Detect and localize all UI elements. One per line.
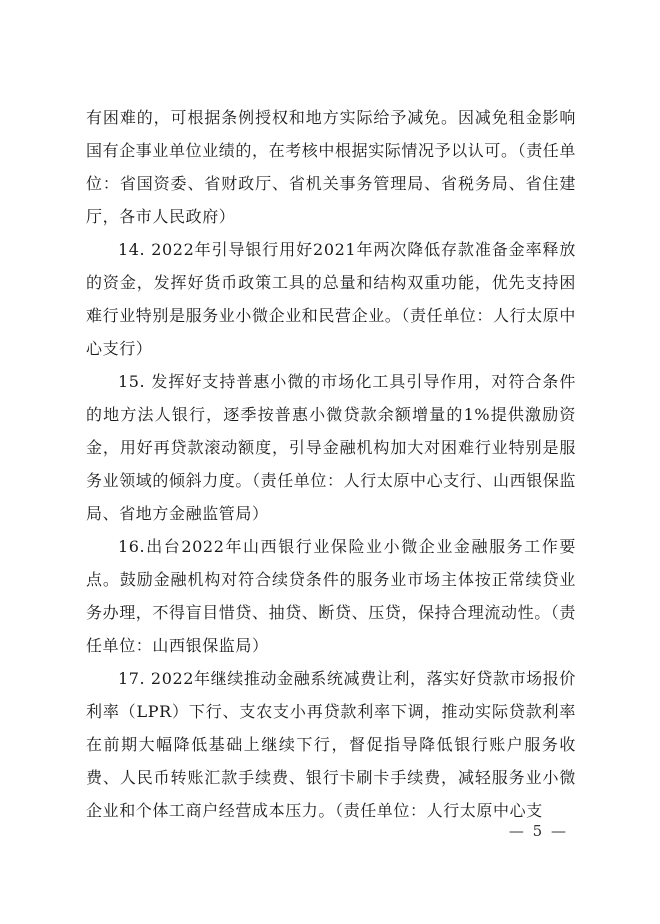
paragraph-item-15: 15. 发挥好支持普惠小微的市场化工具引导作用，对符合条件的地方法人银行，逐季按普惠小微贷款余额增量的1%提供激励资金，用好再贷款滚动额度，引导金融机构加大对困难行业特别是服务业领域的倾斜力度。（责任单位：人行太原中心支行、山西银保监局、省地方金融监管局）: [86, 372, 577, 523]
page-number: — 5 —: [508, 822, 568, 840]
paragraph-continuation: 有困难的，可根据条例授权和地方实际给予减免。因减免租金影响国有企事业单位业绩的，在考核中根据实际情况予以认可。（责任单位：省国资委、省财政厅、省机关事务管理局、省税务局、省住建厅，各市人民政府）: [86, 108, 577, 226]
paragraph-item-17: 17. 2022年继续推动金融系统减费让利，落实好贷款市场报价利率（LPR）下行、支农支小再贷款利率下调，推动实际贷款利率在前期大幅降低基础上继续下行，督促指导降低银行账户服务收费、人民币转账汇款手续费、银行卡刷卡手续费，减轻服务业小微企业和个体工商户经营成本压力。（责任单位：人行太原中心支: [86, 669, 576, 820]
paragraph-item-14: 14. 2022年引导银行用好2021年两次降低存款准备金率释放的资金，发挥好货币政策工具的总量和结构双重功能，优先支持困难行业特别是服务业小微企业和民营企业。（责任单位：人行太原中心支行）: [86, 240, 577, 358]
document-body: [86, 101, 576, 827]
paragraph-item-16: 16.出台2022年山西银行业保险业小微企业金融服务工作要点。鼓励金融机构对符合续贷条件的服务业市场主体按正常续贷业务办理，不得盲目惜贷、抽贷、断贷、压贷，保持合理流动性。（责任单位：山西银保监局）: [86, 537, 577, 655]
